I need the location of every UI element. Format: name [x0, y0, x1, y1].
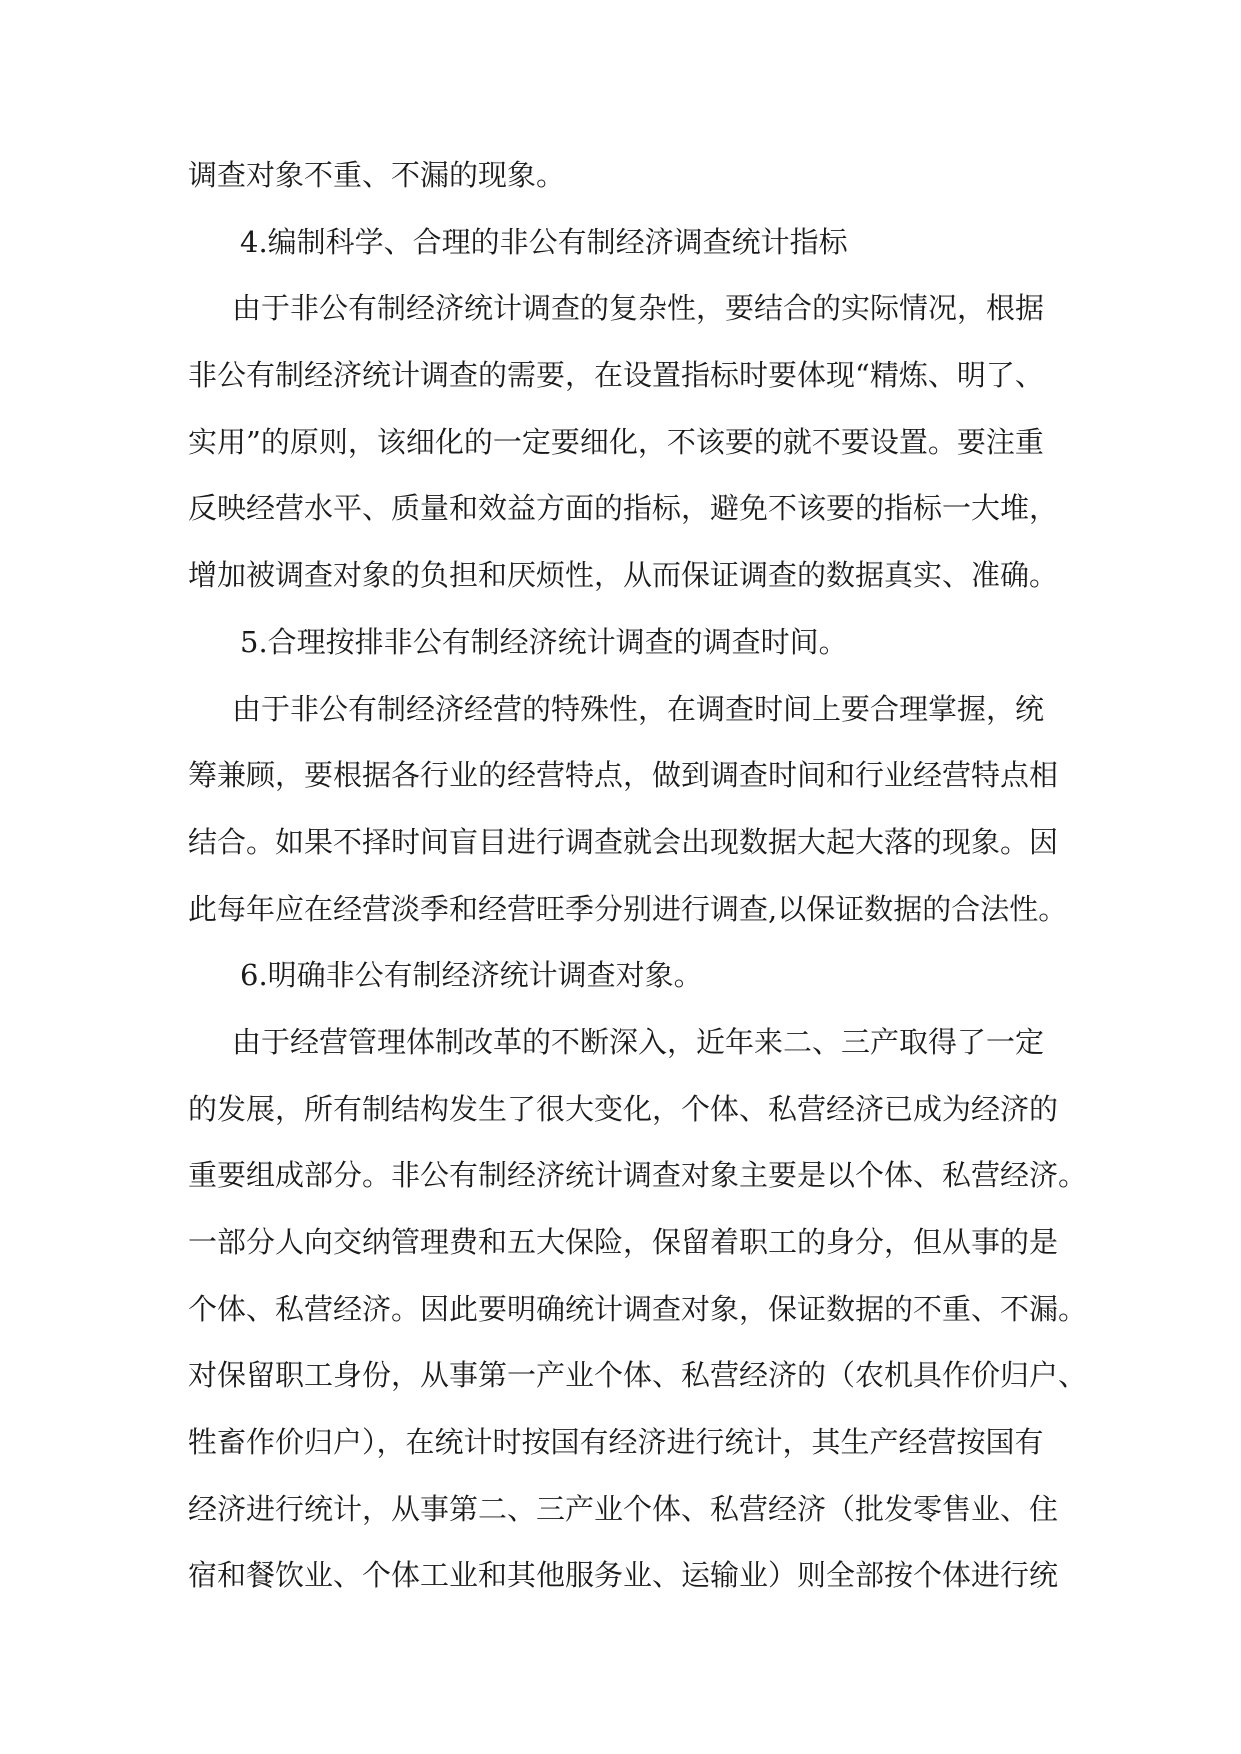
text-line: 此每年应在经营淡季和经营旺季分别进行调查,以保证数据的合法性。 [188, 891, 1068, 926]
text-line: 增加被调查对象的负担和厌烦性，从而保证调查的数据真实、准确。 [188, 558, 1059, 593]
text-line: 非公有制经济统计调查的需要，在设置指标时要体现“精炼、明了、 [188, 358, 1044, 393]
text-line: 一部分人向交纳管理费和五大保险，保留着职工的身分，但从事的是 [188, 1225, 1059, 1259]
text-line: 个体、私营经济。因此要明确统计调查对象，保证数据的不重、不漏。 [188, 1291, 1088, 1326]
text-line: 反映经营水平、质量和效益方面的指标，避免不该要的指标一大堆， [188, 491, 1059, 526]
text-line: 筹兼顾，要根据各行业的经营特点，做到调查时间和行业经营特点相 [188, 758, 1059, 793]
document-text-body [188, 155, 1088, 1622]
text-line: 调查对象不重、不漏的现象。 [188, 158, 566, 192]
text-line: 由于非公有制经济经营的特殊性，在调查时间上要合理掌握，统 [232, 691, 1045, 726]
text-line: 对保留职工身份，从事第一产业个体、私营经济的（农机具作价归户、 [188, 1358, 1088, 1393]
text-line: 重要组成部分。非公有制经济统计调查对象主要是以个体、私营经济。 [188, 1158, 1088, 1193]
text-line: 实用”的原则，该细化的一定要细化，不该要的就不要设置。要注重 [188, 424, 1044, 459]
text-line: 由于经营管理体制改革的不断深入，近年来二、三产取得了一定 [232, 1024, 1045, 1059]
text-line: 的发展，所有制结构发生了很大变化，个体、私营经济已成为经济的 [188, 1091, 1059, 1126]
section-heading: 6.明确非公有制经济统计调查对象。 [240, 958, 703, 993]
text-line: 结合。如果不择时间盲目进行调查就会出现数据大起大落的现象。因 [188, 824, 1059, 859]
text-line: 宿和餐饮业、个体工业和其他服务业、运输业）则全部按个体进行统 [188, 1558, 1059, 1593]
text-line: 由于非公有制经济统计调查的复杂性，要结合的实际情况，根据 [232, 291, 1045, 326]
section-heading: 4.编制科学、合理的非公有制经济调查统计指标 [240, 224, 848, 259]
text-line: 牲畜作价归户），在统计时按国有经济进行统计，其生产经营按国有 [188, 1425, 1044, 1460]
section-heading: 5.合理按排非公有制经济统计调查的调查时间。 [240, 624, 848, 659]
text-line: 经济进行统计，从事第二、三产业个体、私营经济（批发零售业、住 [188, 1491, 1059, 1526]
